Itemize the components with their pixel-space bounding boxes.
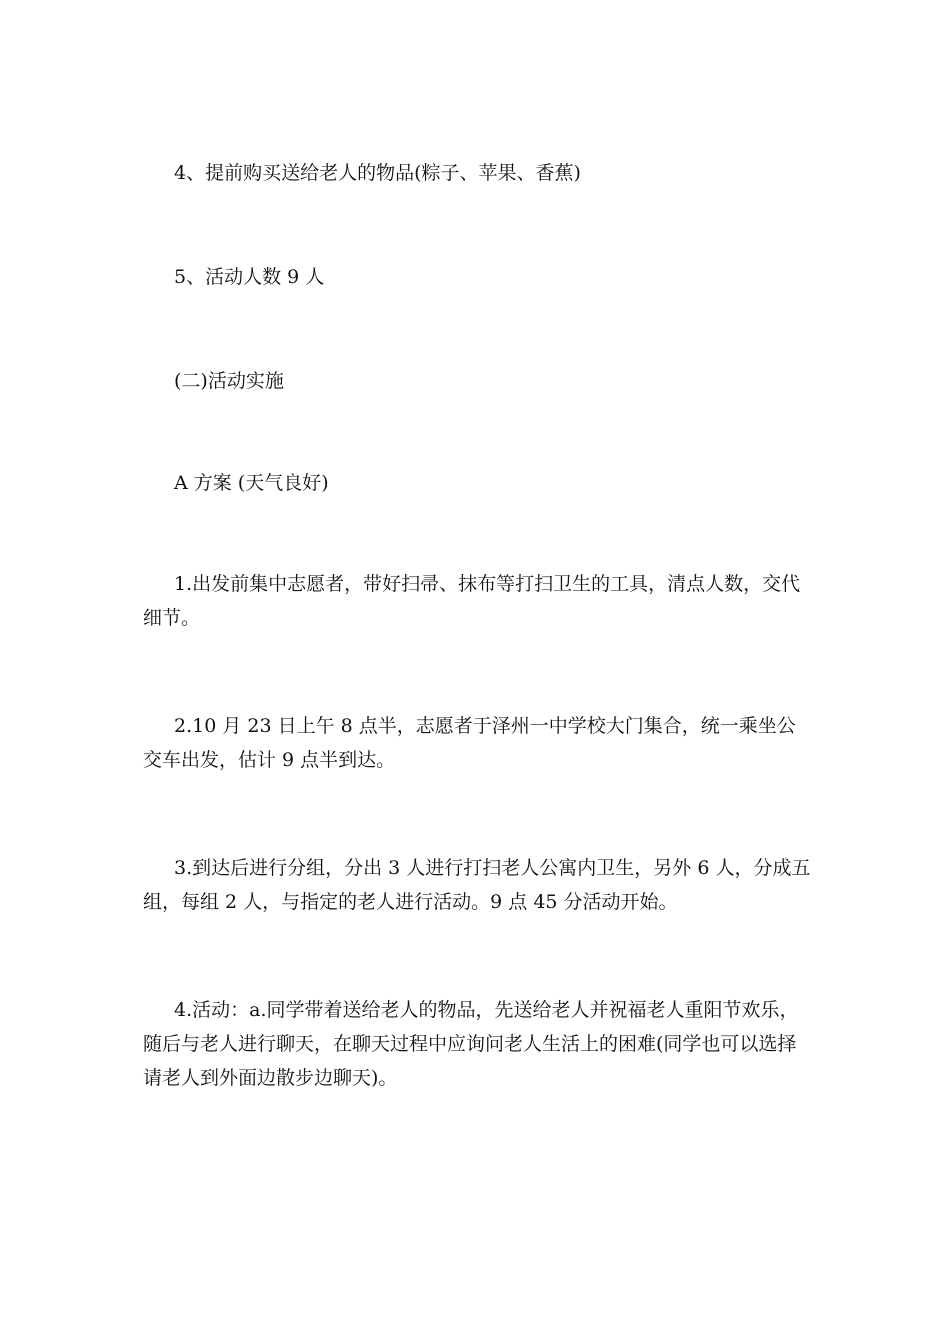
paragraph-item-4-purchase-gifts: 4、提前购买送给老人的物品(粽子、苹果、香蕉) bbox=[174, 162, 581, 184]
step-2-paragraph: 2.10 月 23 日上午 8 点半，志愿者于泽州一中学校大门集合，统一乘坐公交车出发，估计 9 点半到达。 bbox=[143, 715, 796, 771]
plan-a-heading: A 方案 (天气良好) bbox=[174, 472, 329, 494]
section-heading-activity-implementation: (二)活动实施 bbox=[174, 370, 284, 392]
paragraph-item-5-participant-count: 5、活动人数 9 人 bbox=[174, 266, 325, 288]
step-3-paragraph: 3.到达后进行分组，分出 3 人进行打扫老人公寓内卫生，另外 6 人，分成五组，每组 2 人，与指定的老人进行活动。9 点 45 分活动开始。 bbox=[143, 857, 811, 913]
step-1-paragraph: 1.出发前集中志愿者，带好扫帚、抹布等打扫卫生的工具，清点人数，交代细节。 bbox=[143, 573, 801, 629]
step-4-paragraph: 4.活动：a.同学带着送给老人的物品，先送给老人并祝福老人重阳节欢乐，随后与老人进行聊天，在聊天过程中应询问老人生活上的困难(同学也可以选择请老人到外面边散步边聊天)。 bbox=[143, 999, 799, 1089]
